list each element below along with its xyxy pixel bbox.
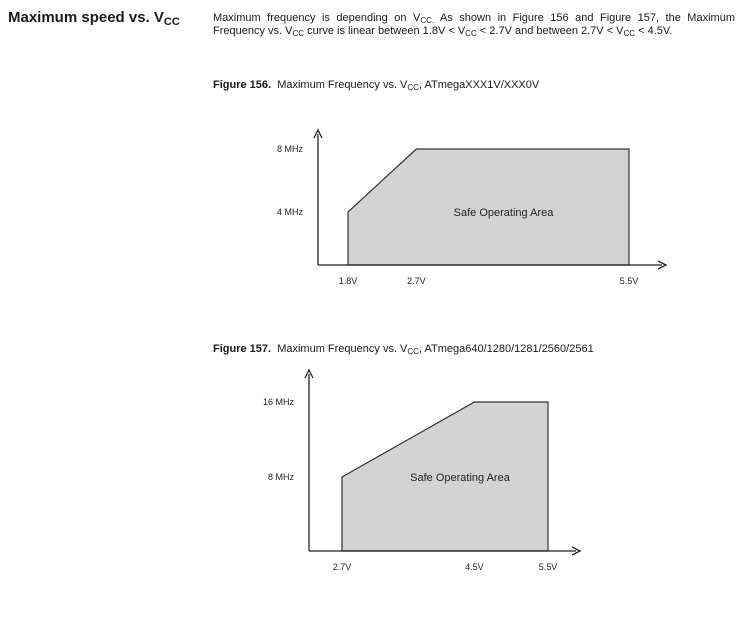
figure-157-label: Figure 157.	[213, 343, 272, 355]
figure-156-label: Figure 156.	[213, 79, 272, 91]
section-heading-text: Maximum speed vs. V	[8, 9, 164, 26]
x-tick-label: 2.7V	[407, 276, 426, 286]
x-tick-label: 5.5V	[538, 562, 558, 572]
y-tick-label: 8 MHz	[267, 472, 294, 482]
figure-156-chart	[0, 120, 744, 300]
figure-157-chart	[0, 360, 744, 590]
x-tick-label: 4.5V	[465, 562, 484, 572]
section-heading	[8, 9, 180, 28]
y-tick-label: 4 MHz	[276, 207, 303, 217]
y-tick-label: 8 MHz	[276, 144, 303, 154]
area-label: Safe Operating Area	[453, 207, 554, 219]
intro-paragraph: Maximum frequency is depending on $V_{CC.}$ As shown in Figure 156 and Figure 157, the Maximum Frequency vs. $V_{CC}$ curve is linear between $1.8V < V_{CC} < 2.7V$ and between $2.7V < V_{CC} < 4.5V$.	[213, 12, 735, 38]
figure-157-caption: Figure 157. Maximum Frequency vs. $V_{CC}$, ATmega640/1280/1281/2560/2561	[213, 343, 594, 356]
x-tick-label: 2.7V	[332, 562, 352, 572]
section-heading-subscript: CC	[163, 16, 180, 28]
x-tick-label: 5.5V	[619, 276, 639, 286]
y-tick-label: 16 MHz	[262, 397, 294, 407]
figure-156-caption: Figure 156. Maximum Frequency vs. $V_{CC}$, ATmegaXXX1V/XXX0V	[213, 79, 540, 92]
x-tick-label: 1.8V	[338, 276, 358, 286]
area-label: Safe Operating Area	[410, 472, 510, 484]
